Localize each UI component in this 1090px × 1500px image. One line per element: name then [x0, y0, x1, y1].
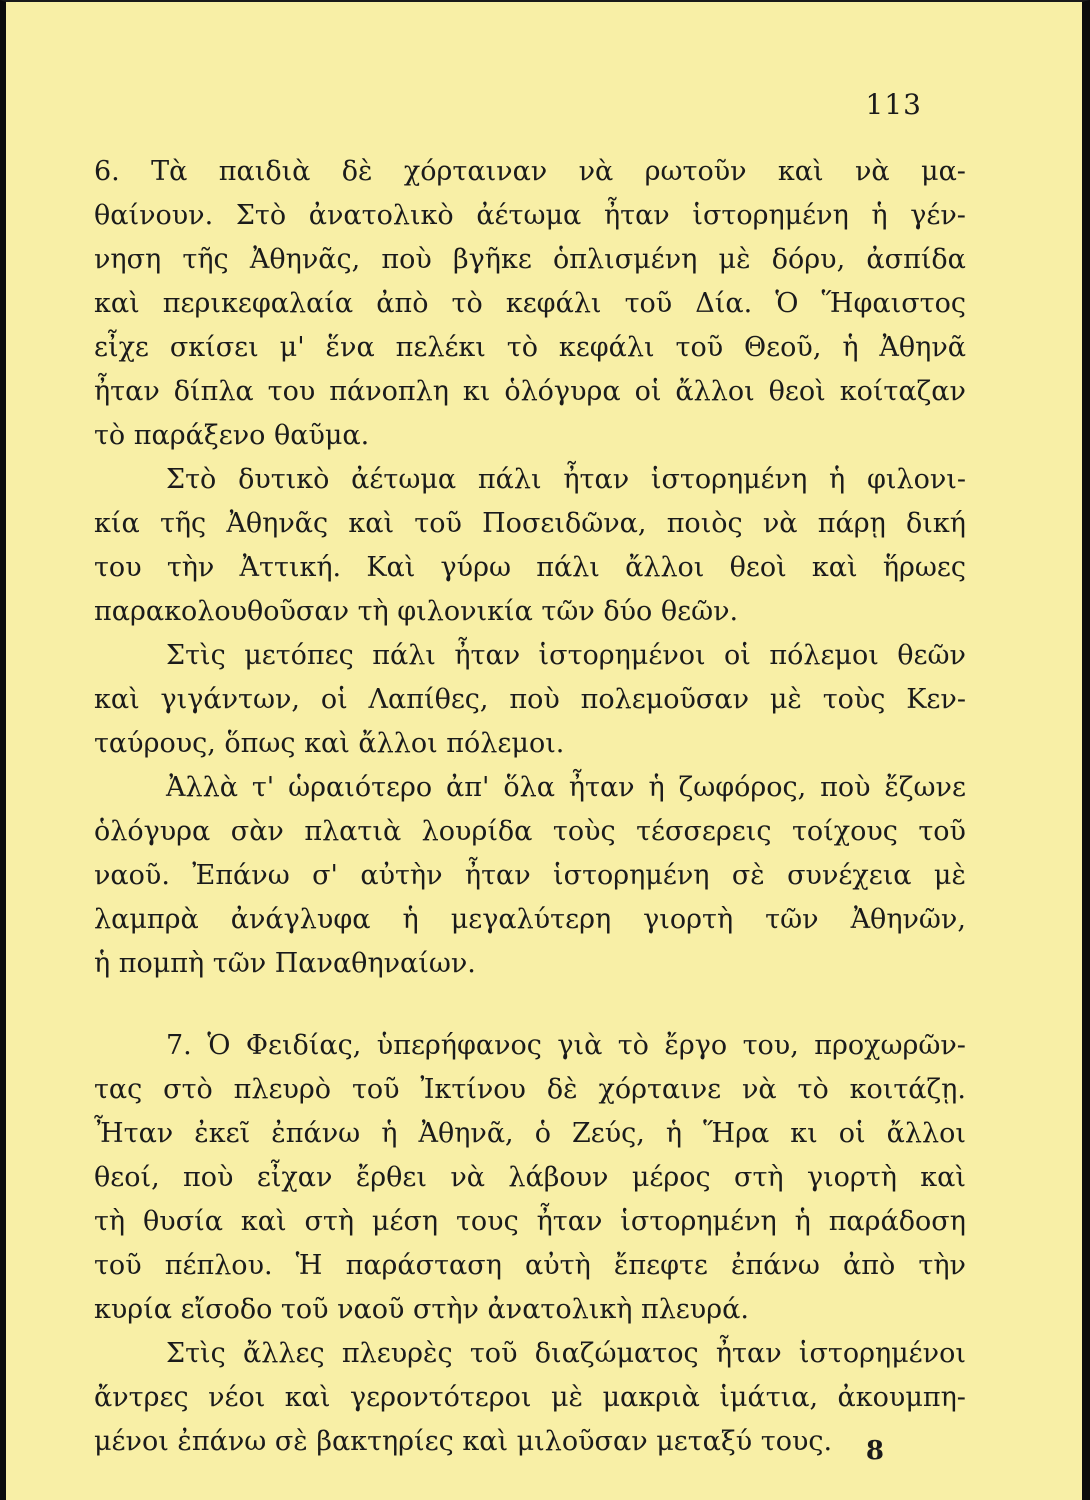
text-line: ναοῦ. Ἐπάνω σ' αὐτὴν ἦταν ἱστορημένη σὲ συνέχεια μὲ — [94, 860, 966, 891]
text-line: ὁλόγυρα σὰν πλατιὰ λουρίδα τοὺς τέσσερεις τοίχους τοῦ — [94, 816, 966, 847]
text-line: καὶ γιγάντων, οἱ Λαπίθες, ποὺ πολεμοῦσαν μὲ τοὺς Κεν- — [94, 684, 966, 715]
text-line: Ἀλλὰ τ' ὡραιότερο ἀπ' ὅλα ἦταν ἡ ζωφόρος, ποὺ ἔζωνε — [166, 772, 966, 803]
page-number: 113 — [865, 88, 922, 121]
text-line: κία τῆς Ἀθηνᾶς καὶ τοῦ Ποσειδῶνα, ποιὸς νὰ πάρῃ δική — [94, 508, 966, 539]
section-gap — [94, 986, 966, 1024]
text-line: νηση τῆς Ἀθηνᾶς, ποὺ βγῆκε ὁπλισμένη μὲ δόρυ, ἀσπίδα — [94, 244, 966, 275]
paragraph-p7b — [94, 1332, 966, 1464]
paragraph-p6b — [94, 458, 966, 634]
text-line: τοῦ πέπλου. Ἡ παράσταση αὐτὴ ἔπεφτε ἐπάνω ἀπὸ τὴν — [94, 1250, 966, 1281]
text-line: θεοί, ποὺ εἶχαν ἔρθει νὰ λάβουν μέρος στὴ γιορτὴ καὶ — [94, 1162, 966, 1193]
text-line: τας στὸ πλευρὸ τοῦ Ἰκτίνου δὲ χόρταινε νὰ τὸ κοιτάζῃ. — [94, 1074, 966, 1105]
text-line: λαμπρὰ ἀνάγλυφα ἡ μεγαλύτερη γιορτὴ τῶν Ἀθηνῶν, — [94, 904, 966, 935]
paragraph-p6c — [94, 634, 966, 766]
text-line: Στὶς μετόπες πάλι ἦταν ἱστορημένοι οἱ πόλεμοι θεῶν — [166, 640, 966, 671]
text-line: ἡ πομπὴ τῶν Παναθηναίων. — [94, 948, 476, 979]
text-line: τὸ παράξενο θαῦμα. — [94, 420, 370, 451]
text-body — [94, 150, 966, 1464]
text-line: 6. Τὰ παιδιὰ δὲ χόρταιναν νὰ ρωτοῦν καὶ νὰ μα- — [94, 156, 966, 187]
signature-mark: 8 — [865, 1436, 884, 1466]
text-line: του τὴν Ἀττική. Καὶ γύρω πάλι ἄλλοι θεοὶ καὶ ἥρωες — [94, 552, 966, 583]
text-line: μένοι ἐπάνω σὲ βακτηρίες καὶ μιλοῦσαν μεταξύ τους. — [94, 1426, 833, 1457]
text-line: 7. Ὁ Φειδίας, ὑπερήφανος γιὰ τὸ ἔργο του, προχωρῶν- — [166, 1030, 966, 1061]
text-line: παρακολουθοῦσαν τὴ φιλονικία τῶν δύο θεῶν. — [94, 596, 739, 627]
paragraph-p6d — [94, 766, 966, 986]
text-line: ταύρους, ὅπως καὶ ἄλλοι πόλεμοι. — [94, 728, 565, 759]
text-line: Στὶς ἄλλες πλευρὲς τοῦ διαζώματος ἦταν ἱστορημένοι — [166, 1338, 966, 1369]
text-line: τὴ θυσία καὶ στὴ μέση τους ἦταν ἱστορημένη ἡ παράδοση — [94, 1206, 966, 1237]
text-line: θαίνουν. Στὸ ἀνατολικὸ ἀέτωμα ἦταν ἱστορημένη ἡ γέν- — [94, 200, 966, 231]
text-line: κυρία εἴσοδο τοῦ ναοῦ στὴν ἀνατολικὴ πλευρά. — [94, 1294, 749, 1325]
paragraph-p6 — [94, 150, 966, 458]
text-line: καὶ περικεφαλαία ἀπὸ τὸ κεφάλι τοῦ Δία. Ὁ Ἥφαιστος — [94, 288, 966, 319]
text-line: Ἦταν ἐκεῖ ἐπάνω ἡ Ἀθηνᾶ, ὁ Ζεύς, ἡ Ἥρα κι οἱ ἄλλοι — [94, 1118, 966, 1149]
text-line: Στὸ δυτικὸ ἀέτωμα πάλι ἦταν ἱστορημένη ἡ φιλονι- — [166, 464, 966, 495]
paragraph-p7 — [94, 1024, 966, 1332]
text-line: ἦταν δίπλα του πάνοπλη κι ὁλόγυρα οἱ ἄλλοι θεοὶ κοίταζαν — [94, 376, 966, 407]
text-line: ἄντρες νέοι καὶ γεροντότεροι μὲ μακριὰ ἱμάτια, ἀκουμπη- — [94, 1382, 966, 1413]
text-line: εἶχε σκίσει μ' ἕνα πελέκι τὸ κεφάλι τοῦ Θεοῦ, ἡ Ἀθηνᾶ — [94, 332, 966, 363]
